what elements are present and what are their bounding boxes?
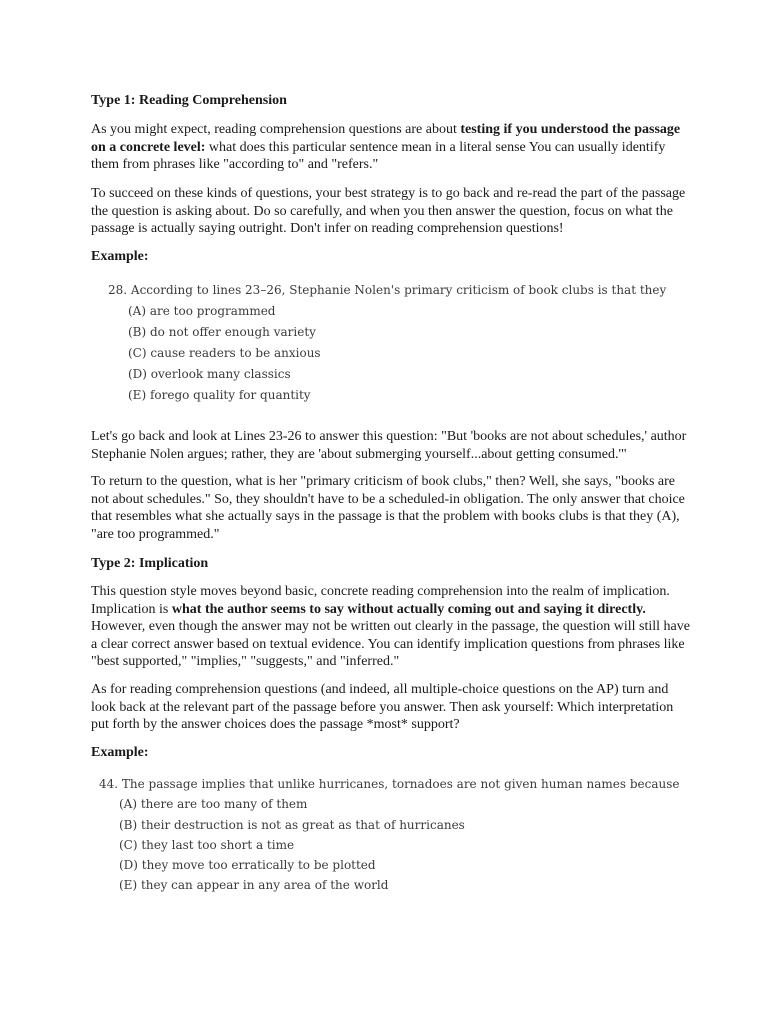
paragraph-text: However, even though the answer may not be written out clearly in the passage, the question will still have a clear correct answer based on textual evidence. You can identify implication questions from phrases like "best supported," "implies," "suggests," and "inferred." (91, 619, 690, 669)
example-label-1: Example: (91, 249, 149, 264)
paragraph-text: As you might expect, reading comprehension questions are about (91, 122, 461, 137)
answer-option-c: (C) cause readers to be anxious (128, 346, 321, 360)
answer-option-d: (D) they move too erratically to be plotted (119, 858, 376, 872)
answer-option-c: (C) they last too short a time (119, 838, 295, 852)
paragraph-text: what does this particular sentence mean in a literal sense You can usually identify them from phrases like "according to" and "refers." (91, 139, 666, 172)
question-image-44 (99, 777, 680, 897)
paragraph-type1-intro (91, 121, 691, 174)
paragraph-text: This question style moves beyond basic, concrete reading comprehension into the realm of implication. Implication is (91, 584, 670, 617)
answer-option-a: (A) are too programmed (128, 304, 276, 318)
paragraph-bold-text: testing if you understood the passage on a concrete level: (91, 122, 681, 155)
answer-option-b: (B) do not offer enough variety (128, 325, 316, 339)
answer-option-d: (D) overlook many classics (128, 367, 291, 381)
answer-option-e: (E) forego quality for quantity (128, 388, 311, 402)
section-heading-type1: Type 1: Reading Comprehension (91, 93, 287, 108)
paragraph-type1-strategy: To succeed on these kinds of questions, your best strategy is to go back and re-read the part of the passage the question is asking about. Do so carefully, and when you then answer the question, focus on what the passage is actually saying outright. Don't infer on reading comprehension questions! (91, 186, 686, 236)
section-heading-type2: Type 2: Implication (91, 556, 209, 571)
paragraph-type2-strategy: As for reading comprehension questions (and indeed, all multiple-choice questions on the AP) turn and look back at the relevant part of the passage before you answer. Then ask yourself: Which interpretation put forth by the answer choices does the passage *most* support? (91, 682, 674, 732)
paragraph-bold-text: what the author seems to say without actually coming out and saying it directly. (171, 601, 646, 617)
paragraph-type1-answer: To return to the question, what is her "primary criticism of book clubs," then? Well, she says, "books are not about schedules." So, they shouldn't have to be a scheduled-in obligation. The only answer that choice that resembles what she actually says in the passage is that the problem with books clubs is that they (A), "are too programmed." (91, 474, 685, 542)
paragraph-type1-lines: Let's go back and look at Lines 23-26 to answer this question: "But 'books are not about schedules,' author Stephanie Nolen argues; rather, they are 'about submerging yourself...about getting consumed.'" (91, 429, 687, 462)
question-image-28 (108, 283, 667, 403)
answer-option-e: (E) they can appear in any area of the world (119, 878, 389, 892)
question-stem: 28. According to lines 23–26, Stephanie Nolen's primary criticism of book clubs is that they (108, 283, 667, 297)
paragraph-type2-intro (91, 583, 691, 671)
example-label-2: Example: (91, 745, 149, 760)
question-stem: 44. The passage implies that unlike hurricanes, tornadoes are not given human names because (99, 777, 680, 791)
answer-option-a: (A) there are too many of them (119, 797, 308, 811)
answer-option-b: (B) their destruction is not as great as that of hurricanes (119, 818, 465, 832)
